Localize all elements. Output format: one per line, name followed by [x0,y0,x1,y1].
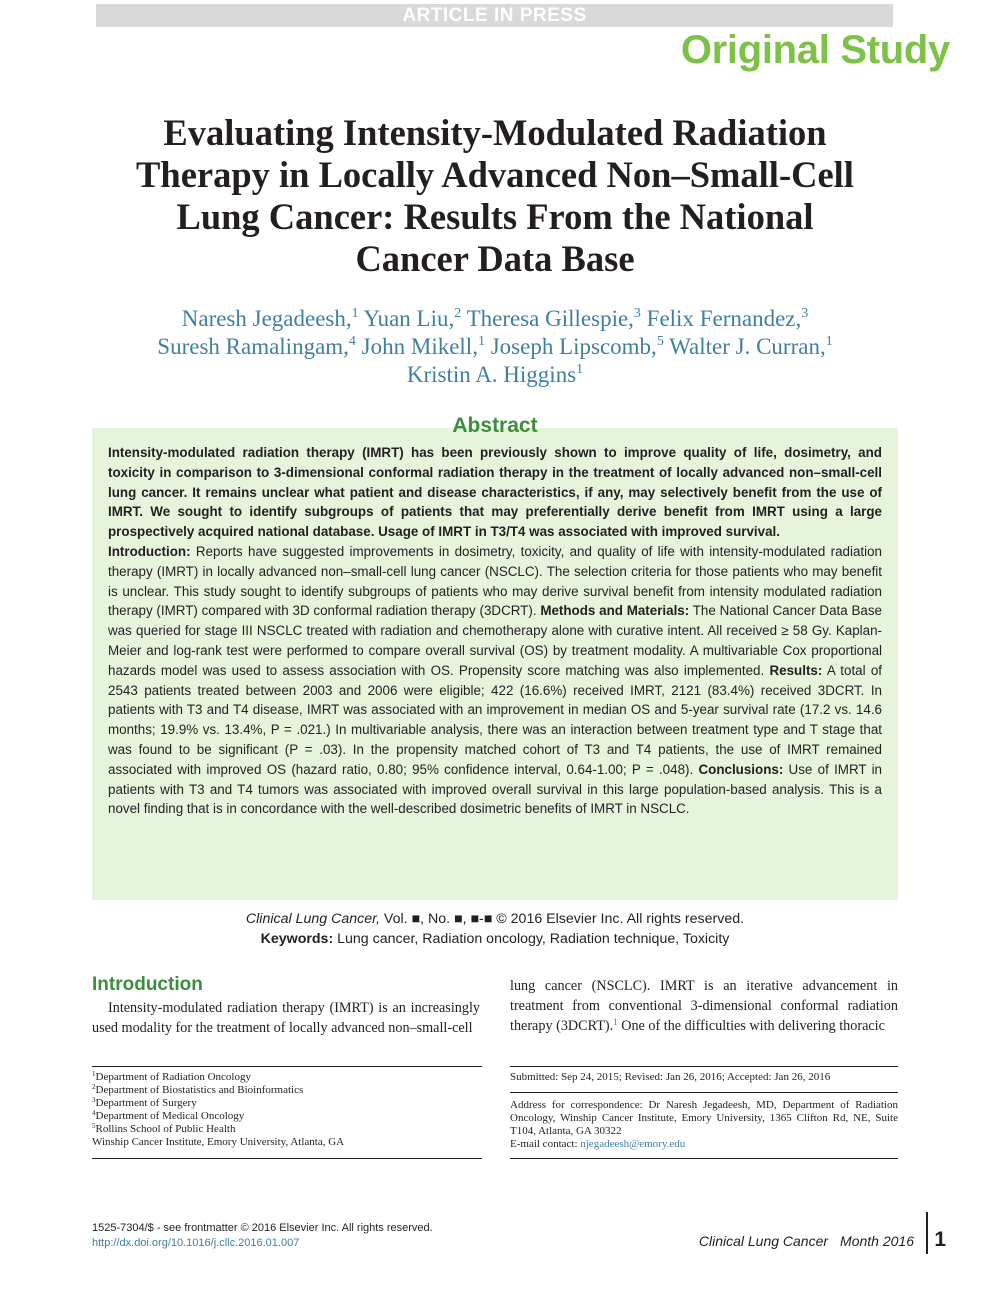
right-text-a: lung cancer (NSCLC). IMRT is an iterative advancement in treatment from conventional 3-dimensional conformal radiation therapy (3DCRT). [510,978,898,1034]
footnote-divider-left [92,1066,482,1067]
affiliation-marker: 3 [633,306,641,321]
affiliation-marker: 4 [348,334,356,349]
author-name[interactable]: Joseph Lipscomb, [490,334,657,359]
affiliation-marker: 1 [576,362,584,377]
footer-left [92,1221,492,1251]
abstract-methods-text: The National Cancer Data Base was queried for stage III NSCLC treated with radiation and chemotherapy alone with curative intent. All received ≥ 58 Gy. Kaplan-Meier and log-rank test were performed to compare overall survival (OS) by treatment modality. A multivariable Cox proportional hazards model was used to assess association with OS. Propensity score matching was also implemented. [108,603,882,678]
author-name[interactable]: Yuan Liu, [363,306,455,331]
page-number-separator [926,1212,928,1254]
title-line: Lung Cancer: Results From the National [176,196,814,237]
footnote-divider-right [510,1066,898,1067]
footnote-inner-divider [510,1092,898,1093]
title-line: Cancer Data Base [355,238,635,279]
footer-journal [699,1233,914,1249]
doi-link[interactable]: http://dx.doi.org/10.1016/j.cllc.2016.01.007 [92,1237,300,1249]
right-column-text [510,976,898,1036]
affiliation-item: $^2$Department of Biostatistics and Bioinformatics [92,1083,304,1096]
abstract-intro-label: Introduction: [108,543,191,559]
affiliation-marker: 5 [656,334,664,349]
submission-dates: Submitted: Sep 24, 2015; Revised: Jan 26, 2016; Accepted: Jan 26, 2016 [510,1071,831,1083]
author-list [60,305,930,389]
author-name[interactable]: Suresh Ramalingam, [157,334,349,359]
abstract-results-label: Results: [769,662,823,678]
right-column [510,976,898,1036]
keywords-list: Lung cancer, Radiation oncology, Radiation technique, Toxicity [333,931,730,947]
abstract-body [108,542,882,819]
affiliation-marker: 3 [801,306,809,321]
footnote-end-right [510,1158,898,1159]
affiliation-marker: 1 [351,306,359,321]
article-in-press-banner: ARTICLE IN PRESS [96,4,893,27]
abstract-methods-label: Methods and Materials: [540,603,690,619]
author-name[interactable]: John Mikell, [361,334,478,359]
citation-journal: Clinical Lung Cancer, [245,911,380,927]
abstract-box [92,428,898,900]
affiliation-item: $^4$Department of Medical Oncology [92,1109,245,1122]
article-title [60,112,930,280]
abstract-conclusions-label: Conclusions: [698,761,784,777]
footnote-end-left [92,1158,482,1159]
author-name[interactable]: Felix Fernandez, [646,306,802,331]
author-name[interactable]: Theresa Gillespie, [466,306,634,331]
affiliation-item: $^3$Department of Surgery [92,1096,197,1109]
title-line: Therapy in Locally Advanced Non–Small-Cell [136,154,854,195]
issn-line: 1525-7304/$ - see frontmatter © 2016 Elsevier Inc. All rights reserved. [92,1222,433,1234]
citation-block [92,909,898,949]
title-line: Evaluating Intensity-Modulated Radiation [163,112,827,153]
author-name[interactable]: Naresh Jegadeesh, [181,306,352,331]
email-label: E-mail contact: [510,1138,581,1150]
reference-link[interactable]: 1 [613,1017,618,1027]
left-column [92,972,480,1038]
article-info-footnote [510,1071,898,1151]
affiliation-marker: 2 [454,306,462,321]
email-link[interactable]: njegadeesh@emory.edu [580,1138,686,1150]
affiliation-marker: 1 [825,334,833,349]
abstract-heading: Abstract [452,414,538,437]
affiliation-marker: 1 [477,334,485,349]
abstract-summary: Intensity-modulated radiation therapy (IMRT) has been previously shown to improve quality of life, dosimetry, and toxicity in comparison to 3-dimensional conformal radiation therapy in the treatment of locally advanced non–small-cell lung cancer. It remains unclear what patient and disease characteristics, if any, may selectively benefit from the use of IMRT. We sought to identify subgroups of patients that may preferentially derive benefit from IMRT using a large prospectively acquired national database. Usage of IMRT in T3/T4 was associated with improved survival. [108,445,882,540]
affiliations-footnote [92,1071,482,1149]
abstract-intro-text: Reports have suggested improvements in dosimetry, toxicity, and quality of life with intensity-modulated radiation therapy (IMRT) in locally advanced non–small-cell lung cancer (NSCLC). The selection criteria for those patients who may benefit is unclear. This study sought to identify subgroups of patients who may derive survival benefit from intensity modulated radiation therapy (IMRT) compared with 3D conformal radiation therapy (3DCRT). [108,543,882,619]
affiliation-item: $^1$Department of Radiation Oncology [92,1070,251,1083]
section-label: Original Study [680,28,950,72]
left-column-text: Intensity-modulated radiation therapy (IMRT) is an increasingly used modality for the treatment of locally advanced non–small-cell [92,1000,480,1036]
page-number: 1 [934,1228,946,1251]
introduction-heading: Introduction [92,974,203,995]
footer-month: Month 2016 [840,1233,914,1249]
abstract-conclusions-text: Use of IMRT in patients with T3 and T4 tumors was associated with improved overall survival in this large population-based analysis. This is a novel finding that is in concordance with the well-described dosimetric benefits of IMRT in NSCLC. [108,761,882,817]
author-name[interactable]: Walter J. Curran, [669,334,826,359]
footer-journal-name: Clinical Lung Cancer [698,1233,829,1249]
right-text-b: One of the difficulties with delivering thoracic [617,1018,885,1034]
author-name[interactable]: Kristin A. Higgins [406,362,577,387]
citation-details: Vol. ■, No. ■, ■-■ © 2016 Elsevier Inc. All rights reserved. [379,911,745,927]
affiliation-item: $^5$Rollins School of Public Health [92,1122,236,1135]
correspondence-address: Address for correspondence: Dr Naresh Jegadeesh, MD, Department of Radiation Oncology, Winship Cancer Institute, Emory University, 1365 Clifton Rd, NE, Suite T104, Atlanta, GA 30322 [510,1099,898,1137]
abstract-results-text: A total of 2543 patients treated between 2003 and 2006 were eligible; 422 (16.6%) received IMRT, 2121 (83.4%) received 3DCRT. In patients with T3 and T4 disease, IMRT was associated with an improvement in median OS and 5-year survival rate (17.2 vs. 14.6 months; 19.9% vs. 13.4%, P = .021.) In multivariable analysis, there was an interaction between treatment type and T stage that was found to be significant (P = .03). In the propensity matched cohort of T3 and T4 patients, the use of IMRT remained associated with improved OS (hazard ratio, 0.80; 95% confidence interval, 0.64-1.00; P = .048). [108,662,882,777]
keywords-label: Keywords: [260,931,334,947]
institution: Winship Cancer Institute, Emory University, Atlanta, GA [92,1136,345,1148]
